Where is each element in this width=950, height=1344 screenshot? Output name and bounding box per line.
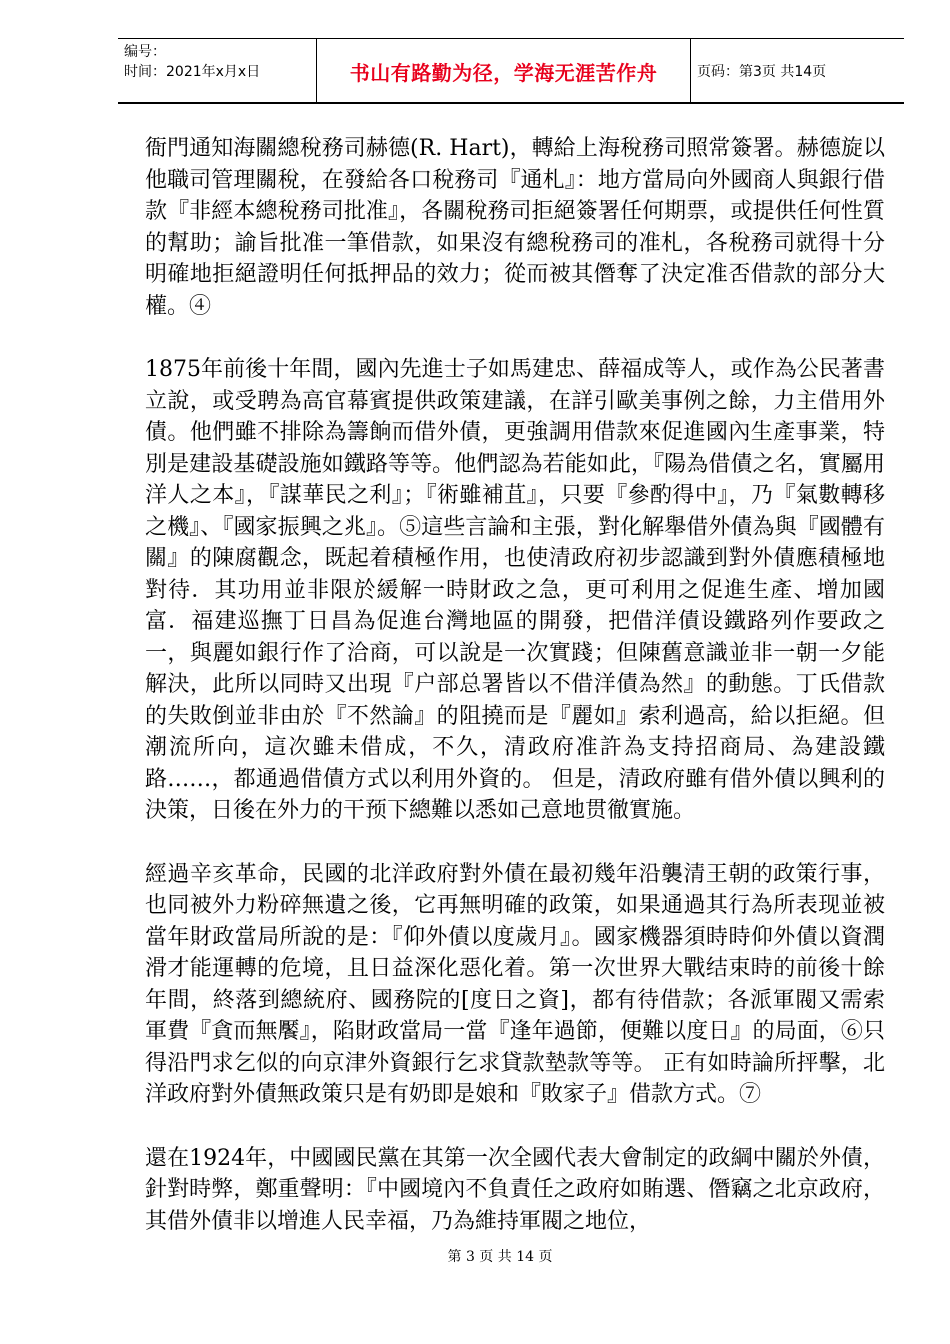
document-body <box>145 133 885 1237</box>
document-number: 编号： <box>124 44 166 60</box>
document-time: 时间：2021年x月x日 <box>124 64 261 80</box>
paragraph: 還在1924年，中國國民黨在其第一次全國代表大會制定的政綱中關於外債，針對時弊，鄭重聲明：『中國境內不負責任之政府如賄選、僭竊之北京政府，其借外債非以增進人民幸福，乃為維持軍閥之地位， <box>145 1145 885 1234</box>
page-footer: 第 3 页 共 14 页 <box>447 1249 553 1265</box>
page-header <box>118 38 904 104</box>
paragraph: 經過辛亥革命，民國的北洋政府對外債在最初幾年沿襲清王朝的政策行事，也同被外力粉碎無遺之後，它再無明確的政策，如果通過其行為所表现並被當年財政當局所說的是：『仰外債以度歲月』。國家機器須時時仰外債以資潤滑才能運轉的危境，且日益深化惡化着。第一次世界大戰结束時的前後十餘年間，終落到總統府、國務院的[度日之資]，都有待借款；各派軍閥又需索軍費『貪而無饜』，陷財政當局一當『逢年過節，便難以度日』的局面，⑥只得沿門求乞似的向京津外資銀行乞求貸款墊款等等。 正有如時論所抨擊，北洋政府對外債無政策只是有奶即是娘和『敗家子』借款方式。⑦ <box>145 861 885 1107</box>
header-motto: 书山有路勤为径，学海无涯苦作舟 <box>349 60 658 85</box>
paragraph: 衙門通知海關總稅務司赫德(R. Hart)，轉給上海稅務司照常簽署。赫德旋以他職司管理關稅，在發給各口稅務司『通札』：地方當局向外國商人與銀行借款『非經本總稅務司批准』，各關稅務司拒絕簽署任何期票，或提供任何性質的幫助；諭旨批准一筆借款，如果沒有總稅務司的准札，各稅務司就得十分明確地拒絕證明任何抵押品的效力；從而被其僭奪了決定准否借款的部分大權。④ <box>145 136 885 319</box>
header-meta <box>118 39 316 103</box>
paragraph: 1875年前後十年間，國內先進士子如馬建忠、薛福成等人，或作為公民著書立說，或受聘為高官幕賓提供政策建議，在詳引歐美事例之餘，力主借用外債。他們雖不排除為籌餉而借外債，更強調用借款來促進國內生產事業，特別是建設基礎設施如鐵路等等。他們認為若能如此，『陽為借債之名，實屬用洋人之本』，『謀華民之利』；『術雖補苴』，只要『參酌得中』，乃『氣數轉移之機』、『國家振興之兆』。⑤這些言論和主張，對化解舉借外債為與『國體有關』的陳腐觀念，既起着積極作用，也使清政府初步認識到對外債應積極地對待．其功用並非限於緩解一時財政之急，更可利用之促進生產、增加國富．福建巡撫丁日昌為促進台灣地區的開發，把借洋債设鐵路列作要政之一，與麗如銀行作了洽商，可以說是一次實踐；但陳舊意識並非一朝一夕能解決，此所以同時又出現『户部总署皆以不借洋債為然』的動態。丁氏借款的失敗倒並非由於『不然論』的阻撓而是『麗如』索利過高，給以拒絕。但潮流所向，這次雖未借成，不久，清政府准許為支持招商局、為建設鐵路……，都通過借債方式以利用外資的。 但是，清政府雖有借外債以興利的決策，日後在外力的干预下總難以悉如己意地贯徹實施。 <box>145 357 885 823</box>
header-page-info: 页码：第3页 共14页 <box>697 64 827 80</box>
